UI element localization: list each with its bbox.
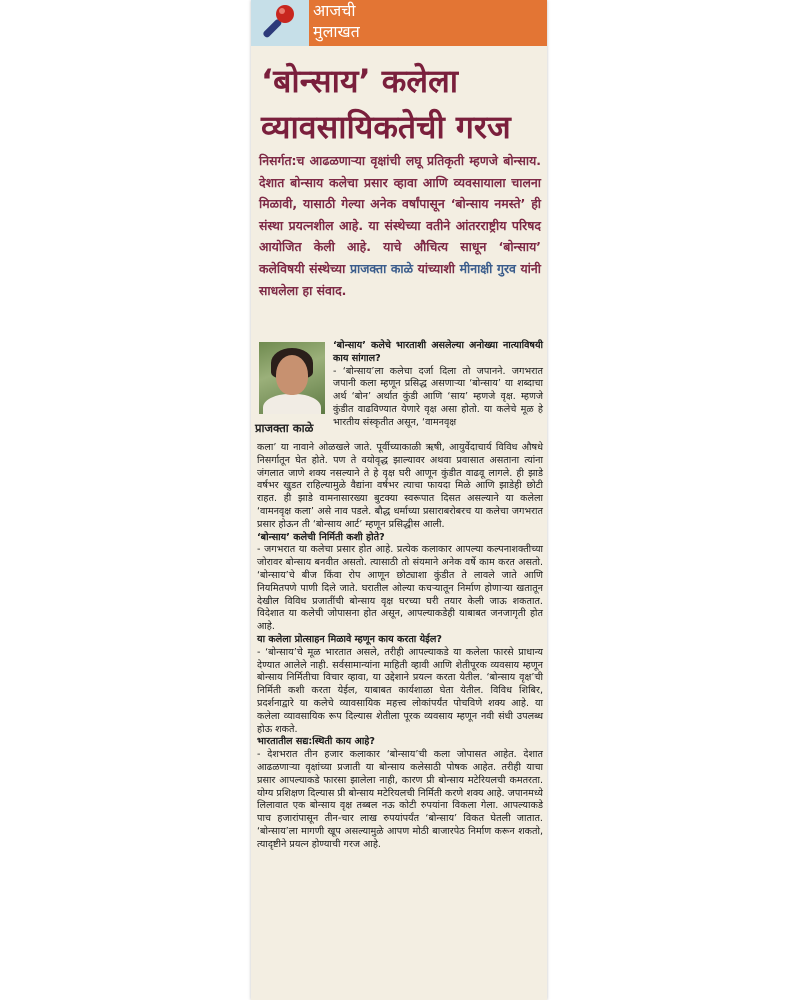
interviewee-photo xyxy=(259,342,325,414)
answer: कला’ या नावाने ओळखले जाते. पूर्वीच्याकाळी ऋषी, आयुर्वेदाचार्य विविध औषधे निसर्गातून घेत होते. पण ते वयोवृद्ध झाल्यावर अथवा प्रवासात असताना त्यांना जंगलात जाणे शक्य नसल्याने ते हे वृक्ष घरी आणून कुंडीत वाढवू लागले. ही झाडे वर्षभर खुडत राहिल्यामुळे वैद्यांना वर्षभर त्याचा फायदा मिळे आणि झाडेही छोटी राहत. ही झाडे वामनासारख्या बुटक्या स्वरूपात दिसत असल्याने या कलेला ‘वामनवृक्ष कला’ असे नाव पडले. बौद्ध धर्माच्या प्रसाराबरोबरच या कलेचा जगभरात प्रसार होऊन ती ‘बोन्साय आर्ट’ म्हणून प्रसिद्धीस आली. xyxy=(257,442,543,530)
article-column xyxy=(257,442,543,852)
headline: ‘बोन्साय’ कलेला xyxy=(261,62,459,100)
answer: - देशभरात तीन हजार कलाकार ‘बोन्साय’ची कला जोपासत आहेत. देशात आढळणाऱ्या वृक्षांच्या प्रजाती या बोन्साय कलेसाठी पोषक आहेत. तरीही याचा प्रसार आपल्याकडे फारसा झालेला नाही, कारण प्री बोन्साय मटेरियलची कमतरता. योग्य प्रशिक्षण दिल्यास प्री बोन्साय मटेरियलची निर्मिती करणे शक्य आहे. जपानमध्ये लिलावात एक बोन्साय वृक्ष तब्बल नऊ कोटी रुपयांना विकला गेला. आपल्याकडे पाच हजारांपासून तीन-चार लाख रुपयांपर्यंत ‘बोन्साय’ विकत घेतली जातात. ‘बोन्साय’ला मागणी खूप असल्यामुळे आपण मोठी बाजारपेठ निर्माण करून शकतो, त्यादृष्टीने प्रयत्न होण्याची गरज आहे. xyxy=(257,749,543,850)
question: ‘बोन्साय’ कलेचे भारताशी असलेल्या अनोख्या नात्याविषयी काय सांगाल? xyxy=(333,340,543,364)
question: ‘बोन्साय’ कलेची निर्मिती कशी होते? xyxy=(257,531,385,543)
intro-text: निसर्गत:च आढळणाऱ्या वृक्षांची लघू प्रतिकृती म्हणजे बोन्साय. देशात बोन्साय कलेचा प्रसार व्हावा आणि व्यवसायाला चालना मिळावी, यासाठी गेल्या अनेक वर्षांपासून ‘बोन्साय नमस्ते’ ही संस्था प्रयत्नशील आहे. या संस्थेच्या वतीने आंतरराष्ट्रीय परिषद आयोजित केली आहे. याचे औचित्य साधून ‘बोन्साय’ कलेविषयी संस्थेच्या xyxy=(259,153,541,276)
section-kicker: आजची xyxy=(313,1,356,20)
interviewer-name: मीनाक्षी गुरव xyxy=(459,260,516,276)
intro-text: यांनी साधलेला हा संवाद. xyxy=(259,260,541,298)
section-header xyxy=(251,0,547,46)
intro-paragraph xyxy=(259,150,541,301)
photo-caption: प्राजक्ता काळे xyxy=(255,421,314,435)
answer: - ‘बोन्साय’ला कलेचा दर्जा दिला तो जपानने. जगभरात जपानी कला म्हणून प्रसिद्ध असणाऱ्या ‘बोन्साय’ या शब्दाचा अर्थ ‘बोन’ अर्थात कुंडी आणि ‘साय’ म्हणजे वृक्ष. म्हणजे कुंडीत वाढविण्यात येणारे वृक्ष असा होतो. या कलेचे मूळ हे भारतीय संस्कृतीत असून, ‘वामनवृक्ष xyxy=(333,365,543,428)
headline: व्यावसायिकतेची गरज xyxy=(261,108,511,146)
answer: - ‘बोन्साय’चे मूळ भारतात असले, तरीही आपल्याकडे या कलेला फारसे प्राधान्य देण्यात आलेले नाही. सर्वसामान्यांना माहिती व्हावी आणि शेतीपूरक व्यवसाय म्हणून बोन्साय निर्मितीचा विचार व्हावा, या उद्देशाने प्रयत्न करता येतील. ‘बोन्साय वृक्ष’ची निर्मिती कशी करता येईल, याबाबत कार्यशाळा घेता येतील. विविध शिबिर, प्रदर्शनाद्वारे या कलेचे व्यावसायिक महत्त्व लोकांपर्यंत पोचविणे शक्य आहे. या कलेला व्यावसायिक रूप दिल्यास शेतीला पूरक व्यवसाय म्हणून नवी संधी उपलब्ध होऊ शकते. xyxy=(257,646,543,735)
intro-text: यांच्याशी xyxy=(417,260,455,276)
answer: - जगभरात या कलेचा प्रसार होत आहे. प्रत्येक कलाकार आपल्या कल्पनाशक्तीच्या जोरावर बोन्साय बनवीत असतो. त्यासाठी तो संयमाने अनेक वर्षे काम करत असतो. ‘बोन्साय’चे बीज किंवा रोप आणून छोट्याशा कुंडीत ते लावले जाते आणि नियमितपणे पाणी दिले जाते. घरातील ओल्या कचऱ्यातून निर्माण होणाऱ्या खतातून देखील विविध प्रजातींची बोन्साय वृक्ष घरच्या घरी तयार केली जाऊ शकतात. विदेशात या कलेची जोपासना होत असून, आपल्याकडेही याबाबत जनजागृती होत आहे. xyxy=(257,544,543,633)
article-column-top xyxy=(333,340,543,430)
question: या कलेला प्रोत्साहन मिळावे म्हणून काय करता येईल? xyxy=(257,633,442,645)
section-kicker: मुलाखत xyxy=(313,22,360,41)
interviewee-name: प्राजक्ता काळे xyxy=(349,260,414,276)
question: भारतातील सद्य:स्थिती काय आहे? xyxy=(257,736,375,748)
microphone-icon xyxy=(251,0,309,46)
newspaper-clipping xyxy=(251,0,547,1000)
